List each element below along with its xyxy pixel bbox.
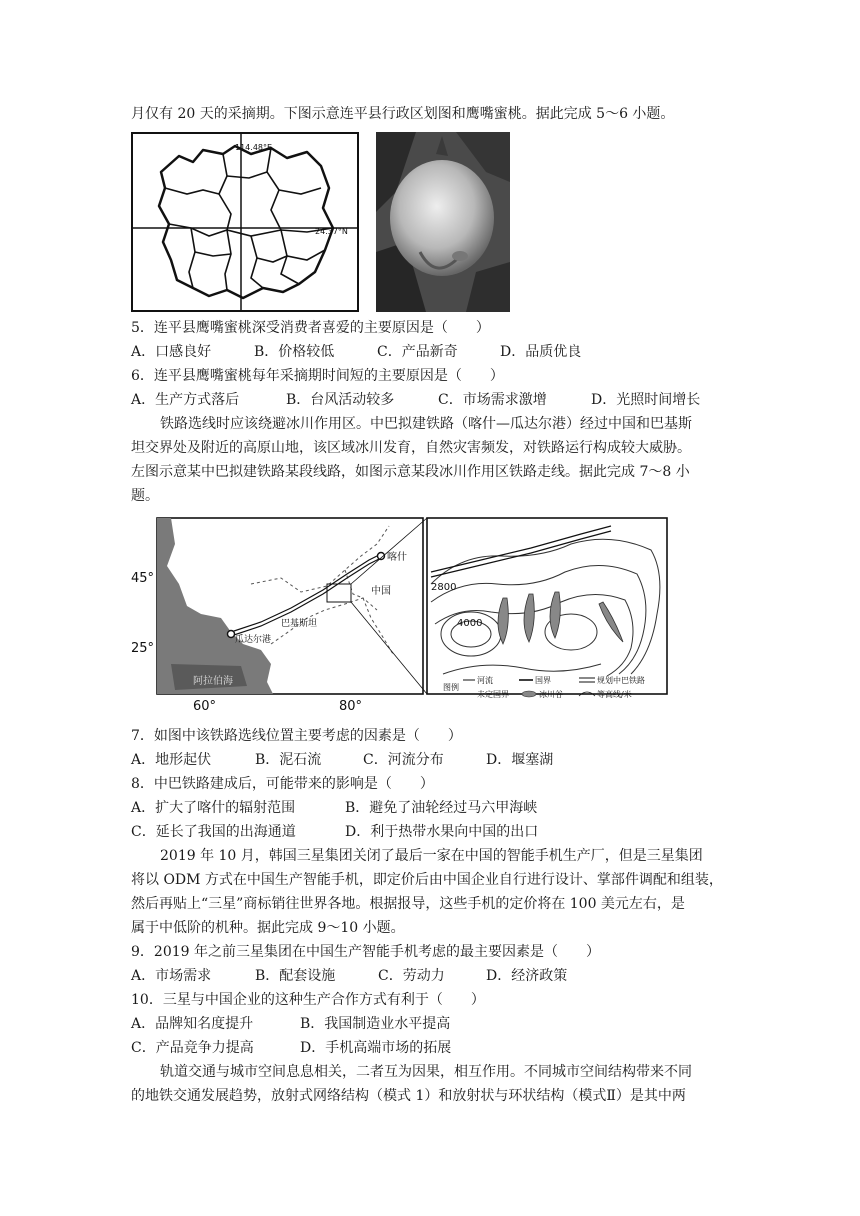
- q10-option-b: B．我国制造业水平提高: [300, 1016, 451, 1032]
- legend-rail: 规划中巴铁路: [597, 676, 645, 685]
- railway-map-figure: [131, 514, 671, 714]
- q6-option-b: B．台风活动较多: [286, 392, 395, 408]
- county-map-figure: [131, 132, 359, 312]
- q5-stem: 5．连平县鹰嘴蜜桃深受消费者喜爱的主要原因是（ ）: [131, 320, 490, 336]
- q6-option-c: C．市场需求激增: [438, 392, 547, 408]
- kashgar-label: 喀什: [387, 552, 407, 563]
- peach-photo: [376, 132, 510, 312]
- intro-5-6: 月仅有 20 天的采摘期。下图示意连平县行政区划图和鹰嘴蜜桃。据此完成 5～6 小题。: [131, 106, 675, 122]
- lat-25-label: 25°: [131, 641, 155, 656]
- intro-next-line1: 轨道交通与城市空间息息相关，二者互为因果，相互作用。不同城市空间结构带来不同: [160, 1064, 692, 1080]
- legend-border: 国界: [535, 676, 551, 685]
- legend-river: 河流: [477, 676, 493, 685]
- intro-next-line2: 的地铁交通发展趋势，放射式网络结构（模式 1）和放射状与环状结构（模式Ⅱ）是其中两: [131, 1088, 686, 1104]
- q6-option-a: A．生产方式落后: [131, 392, 240, 408]
- intro-7-8-line3: 左图示意某中巴拟建铁路某段线路，如图示意某段冰川作用区铁路走线。据此完成 7～8 小: [131, 464, 690, 480]
- q10-stem: 10．三星与中国企业的这种生产合作方式有利于（ ）: [131, 992, 485, 1008]
- intro-9-10-line3: 然后再贴上“三星”商标销往世界各地。根据报导，这些手机的定价将在 100 美元左右，是: [131, 896, 685, 912]
- intro-9-10-line4: 属于中低阶的机种。据此完成 9～10 小题。: [131, 920, 405, 936]
- q8-stem: 8．中巴铁路建成后，可能带来的影响是（ ）: [131, 776, 434, 792]
- sea-label: 阿拉伯海: [193, 676, 233, 687]
- gwadar-label: 瓜达尔港: [235, 635, 272, 645]
- q7-option-c: C．河流分布: [363, 752, 444, 768]
- legend-contour: 等高线/米: [597, 690, 632, 699]
- intro-9-10-line1: 2019 年 10 月，韩国三星集团关闭了最后一家在中国的智能手机生产厂，但是三星集团: [160, 848, 703, 864]
- q8-option-d: D．利于热带水果向中国的出口: [345, 824, 539, 840]
- q9-option-d: D．经济政策: [486, 968, 568, 984]
- legend-title: 图例: [443, 683, 459, 692]
- q8-option-a: A．扩大了喀什的辐射范围: [131, 800, 296, 816]
- lat-45-label: 45°: [131, 571, 155, 586]
- longitude-label: 114.48°E: [235, 143, 273, 152]
- q6-option-d: D．光照时间增长: [591, 392, 701, 408]
- q10-option-d: D．手机高端市场的拓展: [300, 1040, 452, 1056]
- q5-option-b: B．价格较低: [254, 344, 335, 360]
- contour-4000-label: 4000: [457, 618, 483, 629]
- intro-9-10-line2: 将以 ODM 方式在中国生产智能手机，即定价后由中国企业自行进行设计、掌部件调配和组装，: [131, 872, 723, 888]
- china-label: 中国: [371, 586, 391, 597]
- q8-option-b: B．避免了油轮经过马六甲海峡: [345, 800, 538, 816]
- q8-option-c: C．延长了我国的出海通道: [131, 824, 296, 840]
- q9-option-a: A．市场需求: [131, 968, 212, 984]
- lon-80-label: 80°: [339, 699, 363, 714]
- intro-7-8-line1: 铁路选线时应该绕避冰川作用区。中巴拟建铁路（喀什—瓜达尔港）经过中国和巴基斯: [160, 416, 692, 432]
- q10-option-c: C．产品竞争力提高: [131, 1040, 254, 1056]
- q5-option-d: D．品质优良: [500, 344, 582, 360]
- legend-glacier: 冰川谷: [539, 690, 563, 699]
- q9-stem: 9．2019 年之前三星集团在中国生产智能手机考虑的最主要因素是（ ）: [131, 944, 600, 960]
- q7-option-d: D．堰塞湖: [486, 752, 554, 768]
- contour-2800-label: 2800: [431, 582, 457, 593]
- q7-option-a: A．地形起伏: [131, 752, 212, 768]
- lon-60-label: 60°: [193, 699, 217, 714]
- q7-option-b: B．泥石流: [255, 752, 322, 768]
- pakistan-label: 巴基斯坦: [281, 619, 318, 629]
- intro-7-8-line2: 坦交界处及附近的高原山地，该区域冰川发育，自然灾害频发，对铁路运行构成较大威胁。: [131, 440, 691, 456]
- legend-undefined-border: 未定国界: [477, 690, 509, 699]
- q10-option-a: A．品牌知名度提升: [131, 1016, 254, 1032]
- q9-option-c: C．劳动力: [378, 968, 445, 984]
- intro-7-8-line4: 题。: [131, 488, 159, 504]
- q6-stem: 6．连平县鹰嘴蜜桃每年采摘期时间短的主要原因是（ ）: [131, 368, 504, 384]
- q5-option-a: A．口感良好: [131, 344, 212, 360]
- q7-stem: 7．如图中该铁路选线位置主要考虑的因素是（ ）: [131, 728, 462, 744]
- q5-option-c: C．产品新奇: [377, 344, 458, 360]
- q9-option-b: B．配套设施: [255, 968, 336, 984]
- latitude-label: 24.37°N: [315, 227, 348, 236]
